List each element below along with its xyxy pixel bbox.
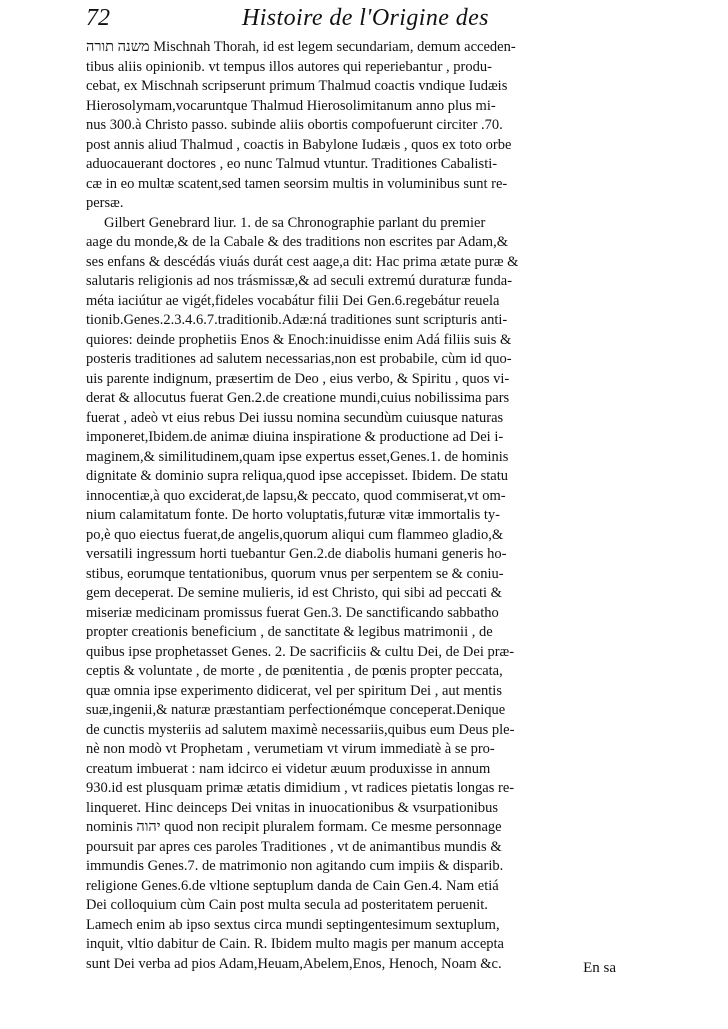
text-line: „ derat & allocutus fuerat Gen.2.de creatione mundi,cuius nobilissima pars <box>86 389 614 409</box>
running-head <box>86 2 646 34</box>
text-line: „ propter creationis beneficium , de sanctitate & legibus matrimonii , de <box>86 623 614 643</box>
text-line: „ nium calamitatum fonte. De horto voluptatis,futuræ vitæ immortalis ty- <box>86 506 614 526</box>
text-line: „ salutaris religionis ad nos trásmissæ,& ad seculi extremú duraturæ funda- <box>86 272 614 292</box>
text-line: „ fuerat , adeò vt eius rebus Dei iussu nomina secundùm cuiusque naturas <box>86 409 614 429</box>
text-line: „ tionib.Genes.2.3.4.6.7.traditionib.Adæ:ná traditiones sunt scripturis anti- <box>86 311 614 331</box>
running-title: Histoire de l'Origine des <box>242 5 489 31</box>
text-line: „ maginem,& similitudinem,quam ipse expertus esset,Genes.1. de hominis <box>86 448 614 468</box>
text-line: „ miseriæ medicinam promissus fuerat Gen.3. De sanctificando sabbatho <box>86 604 614 624</box>
page-number: 72 <box>86 5 110 31</box>
text-line: „ ceptis & voluntate , de morte , de pœnitentia , de pœnis propter peccata, <box>86 662 614 682</box>
text-line: „ cebat, ex Mischnah scripserunt primum Thalmud coactis vndique Iudæis <box>86 77 614 97</box>
text-line: „ linqueret. Hinc deinceps Dei vnitas in inuocationibus & vsurpationibus <box>86 799 614 819</box>
text-line: „ creatum imbuerat : nam idcirco ei videtur æuum produxisse in annum <box>86 760 614 780</box>
text-line: „ משנה תורה Mischnah Thorah, id est legem secundariam, demum acceden- <box>86 38 614 58</box>
text-line: „ versatili ingressum horti tuebantur Gen.2.de diabolis humani generis ho- <box>86 545 614 565</box>
text-line: „ persæ. <box>86 194 614 214</box>
text-line: „ sunt Dei verba ad pios Adam,Heuam,Abelem,Enos, Henoch, Noam &c. <box>86 955 614 975</box>
text-line: „ quibus ipse prophetasset Genes. 2. De sacrificiis & cultu Dei, de Dei præ- <box>86 643 614 663</box>
text-line: „ 930.id est plusquam primæ ætatis dimidium , vt radices pietatis longas re- <box>86 779 614 799</box>
text-line: „ uis parente indignum, præsertim de Deo , eius verbo, & Spiritu , quos vi- <box>86 370 614 390</box>
body-text <box>86 38 614 974</box>
text-line: „ Hierosolymam,vocaruntque Thalmud Hierosolimitanum anno plus mi- <box>86 97 614 117</box>
text-line: „ dignitate & dominio supra reliqua,quod ipse accepisset. Ibidem. De statu <box>86 467 614 487</box>
text-line: „ posteris traditiones ad salutem necessarias,non est probabile, cùm id quo- <box>86 350 614 370</box>
text-line: „ innocentiæ,à quo exciderat,de lapsu,& peccato, quod commiserat,vt om- <box>86 487 614 507</box>
text-line: „ stibus, eorumque tentationibus, quorum vnus per serpentem se & coniu- <box>86 565 614 585</box>
text-line: „ religione Genes.6.de vltione septuplum danda de Cain Gen.4. Nam etiá <box>86 877 614 897</box>
text-line: „ de cunctis mysteriis ad salutem maximè necessariis,quibus eum Deus ple- <box>86 721 614 741</box>
text-line: „ post annis aliud Thalmud , coactis in Babylone Iudæis , quos ex toto orbe <box>86 136 614 156</box>
text-line: „ imponeret,Ibidem.de animæ diuina inspiratione & productione ad Dei i- <box>86 428 614 448</box>
text-line: ses enfans & descédás viuás durát cest aage,a dit: Hac prima ætate puræ & <box>86 253 519 270</box>
text-line: „ quiores: deinde prophetiis Enos & Enoch:inuidisse enim Adá filiis suis & <box>86 331 614 351</box>
text-line: „ nus 300.à Christo passo. subinde aliis obortis compofuerunt circiter .70. <box>86 116 614 136</box>
text-line: „ aduocauerant doctores , eo nunc Talmud vtuntur. Traditiones Cabalisti- <box>86 155 614 175</box>
text-line: „ suæ,ingenii,& naturæ præstantiam perfectionémque conceperat.Denique <box>86 701 614 721</box>
text-line: „ cæ in eo multæ scatent,sed tamen seorsim multis in voluminibus sunt re- <box>86 175 614 195</box>
catchword: En sa <box>583 960 616 976</box>
text-line: „ Lamech enim ab ipso sextus circa mundi septingentesimum sextuplum, <box>86 916 614 936</box>
text-line: aage du monde,& de la Cabale & des traditions non escrites par Adam,& <box>86 234 508 250</box>
text-line: Gilbert Genebrard liur. 1. de sa Chronographie parlant du premier <box>104 214 486 231</box>
text-line: „ immundis Genes.7. de matrimonio non agitando cum impiis & disparib. <box>86 857 614 877</box>
text-line: „ tibus aliis opinionib. vt tempus illos autores qui reperiebantur , produ- <box>86 58 614 78</box>
text-line: „ Dei colloquium cùm Cain post multa secula ad posteritatem peruenit. <box>86 896 614 916</box>
text-line: „ quæ omnia ipse experimento didicerat, vel per spiritum Dei , aut mentis <box>86 682 614 702</box>
text-line: „ inquit, vltio dabitur de Cain. R. Ibidem multo magis per manum accepta <box>86 935 614 955</box>
text-line: „ gem deceperat. De semine mulieris, id est Christo, qui sibi ad peccati & <box>86 584 614 604</box>
text-line: „ méta iaciútur ae vigét,fideles vocabátur filii Dei Gen.6.regebátur reuela <box>86 292 614 312</box>
text-line: „ nominis יהוה quod non recipit pluralem formam. Ce mesme personnage <box>86 818 614 838</box>
text-line: „ nè non modò vt Prophetam , verumetiam vt virum immediatè à se pro- <box>86 740 614 760</box>
text-line: poursuit par apres ces paroles Traditiones , vt de animantibus mundis & <box>86 838 502 855</box>
text-line: „ po,è quo eiectus fuerat,de angelis,quorum aliqui cum flammeo gladio,& <box>86 526 614 546</box>
